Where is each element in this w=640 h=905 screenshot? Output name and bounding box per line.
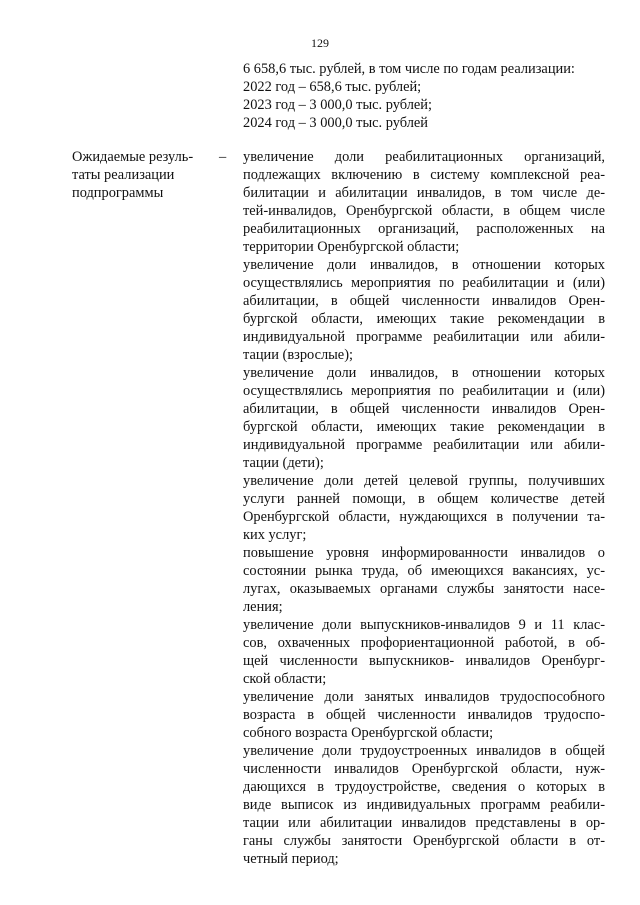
result-line: тации или абилитации инвалидов представлены в ор- [243, 815, 605, 831]
row-label [72, 148, 222, 202]
result-line: увеличение доли выпускников-инвалидов 9 и 11 клас- [243, 617, 605, 633]
result-line: щей численности выпускников- инвалидов Оренбург- [243, 653, 605, 669]
result-line: абилитации, в общей численности инвалидов Орен- [243, 401, 605, 417]
row-dash: – [219, 149, 227, 165]
result-line: возраста в общей численности инвалидов трудоспо- [243, 707, 605, 723]
result-line: собного возраста Оренбургской области; [243, 725, 494, 741]
result-line: ганы службы занятости Оренбургской области в от- [243, 833, 605, 849]
result-line: четный период; [243, 851, 339, 867]
result-line: индивидуальной программе реабилитации или абили- [243, 329, 605, 345]
result-line: тации (дети); [243, 455, 324, 471]
result-line: осуществлялись мероприятия по реабилитации и (или) [243, 275, 605, 291]
result-line: подлежащих включению в систему комплексной реа- [243, 167, 605, 183]
result-line: увеличение доли трудоустроенных инвалидов в общей [243, 743, 605, 759]
result-line: тей-инвалидов, Оренбургской области, в общем числе [243, 203, 605, 219]
result-line: состоянии рынка труда, об имеющихся вакансиях, ус- [243, 563, 605, 579]
row-label-line: Ожидаемые резуль- [72, 149, 194, 165]
page-number: 129 [311, 36, 329, 50]
result-line: увеличение доли инвалидов, в отношении которых [243, 365, 605, 381]
result-line: ких услуг; [243, 527, 307, 543]
result-line: бургской области, имеющих такие рекомендации в [243, 311, 605, 327]
result-line: увеличение доли детей целевой группы, получивших [243, 473, 605, 489]
result-line: увеличение доли занятых инвалидов трудоспособного [243, 689, 605, 705]
result-line: сов, охваченных профориентационной работой, в об- [243, 635, 605, 651]
result-line: индивидуальной программе реабилитации или абили- [243, 437, 605, 453]
result-line: осуществлялись мероприятия по реабилитации и (или) [243, 383, 605, 399]
result-line: лугах, оказываемых органами службы занятости насе- [243, 581, 605, 597]
result-line: услуги ранней помощи, в общем количестве детей [243, 491, 605, 507]
result-line: территории Оренбургской области; [243, 239, 460, 255]
result-line: численности инвалидов Оренбургской области, нуж- [243, 761, 605, 777]
result-line: тации (взрослые); [243, 347, 353, 363]
budget-line: 2022 год – 658,6 тыс. рублей; [243, 79, 422, 95]
result-line: билитации и абилитации инвалидов, в том числе де- [243, 185, 605, 201]
expected-results [243, 148, 605, 868]
result-line: дающихся в трудоустройстве, сведения о которых в [243, 779, 605, 795]
budget-line: 2023 год – 3 000,0 тыс. рублей; [243, 97, 432, 113]
result-line: повышение уровня информированности инвалидов о [243, 545, 605, 561]
result-line: абилитации, в общей численности инвалидов Орен- [243, 293, 605, 309]
result-line: виде выписок из индивидуальных программ реабили- [243, 797, 605, 813]
result-line: ления; [243, 599, 283, 615]
budget-block [243, 60, 605, 132]
budget-line: 6 658,6 тыс. рублей, в том числе по годам реализации: [243, 61, 575, 77]
row-label-line: таты реализации [72, 167, 175, 183]
budget-line: 2024 год – 3 000,0 тыс. рублей [243, 115, 428, 131]
row-label-line: подпрограммы [72, 185, 164, 201]
result-line: ской области; [243, 671, 327, 687]
result-line: реабилитационных организаций, расположенных на [243, 221, 605, 237]
result-line: увеличение доли инвалидов, в отношении которых [243, 257, 605, 273]
result-line: увеличение доли реабилитационных организаций, [243, 149, 605, 165]
result-line: Оренбургской области, нуждающихся в получении та- [243, 509, 605, 525]
result-line: бургской области, имеющих такие рекомендации в [243, 419, 605, 435]
